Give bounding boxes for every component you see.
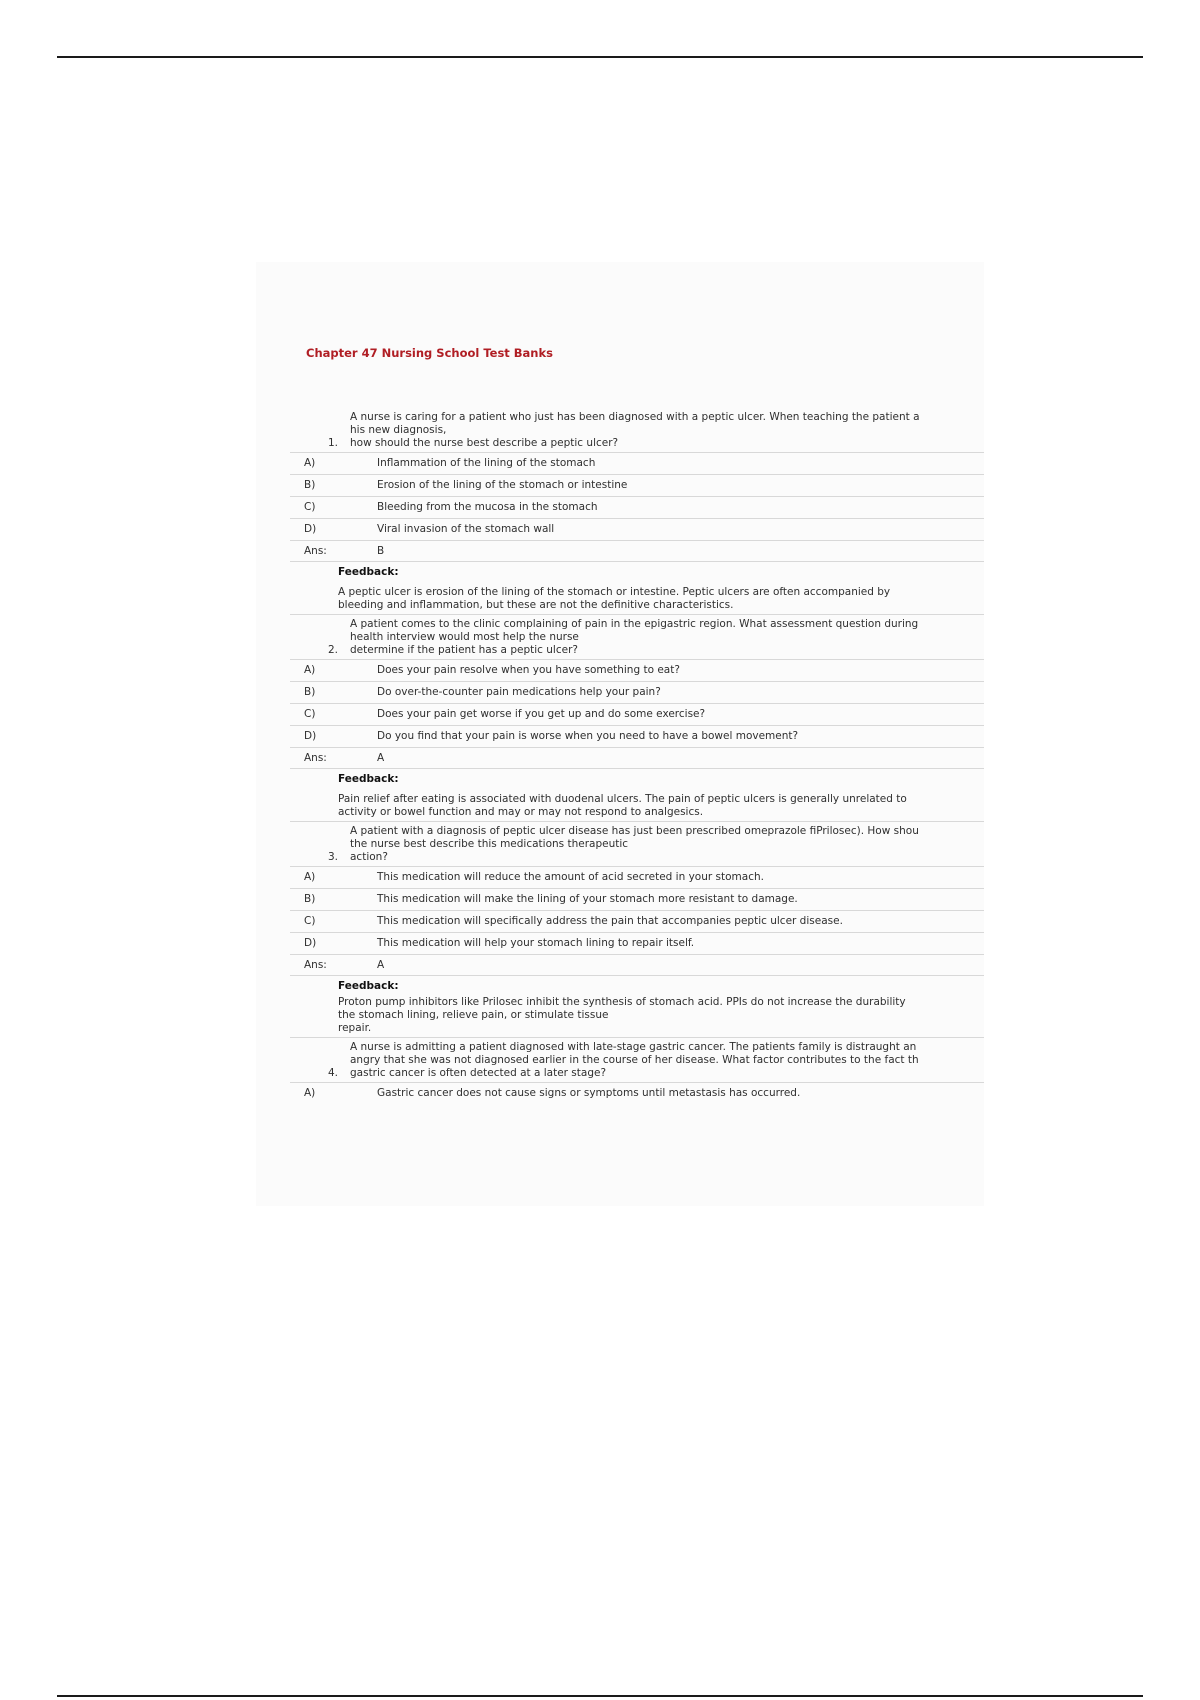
option-letter: A) [304, 663, 316, 676]
question-stem: A nurse is admitting a patient diagnosed with late-stage gastric cancer. The patients family is distraught an angry that she was not diagnosed earlier in the course of her disease. What factor contributes to the fact th gastric cancer is often detected at a later stage? [350, 1041, 919, 1079]
question-2-row [290, 615, 984, 660]
question-3-row [290, 822, 984, 867]
option-letter: A) [304, 456, 316, 469]
feedback-label: Feedback: [338, 772, 399, 785]
answer-label: Ans: [304, 751, 327, 764]
top-rule [57, 56, 1143, 58]
option-letter: B) [304, 685, 316, 698]
option-row [290, 911, 984, 933]
option-row [290, 867, 984, 889]
question-number: 1. [327, 437, 338, 449]
option-letter: A) [304, 1086, 316, 1099]
question-number: 4. [327, 1067, 338, 1079]
option-letter: B) [304, 892, 316, 905]
option-letter: B) [304, 478, 316, 491]
option-row [290, 497, 984, 519]
document-title: Chapter 47 Nursing School Test Banks [306, 346, 553, 360]
option-row [290, 1083, 984, 1104]
feedback-row [290, 582, 984, 615]
question-number: 3. [327, 851, 338, 863]
answer-label: Ans: [304, 544, 327, 557]
option-letter: D) [304, 936, 317, 949]
answer-value: A [377, 751, 385, 764]
option-row [290, 475, 984, 497]
answer-row [290, 748, 984, 769]
feedback-heading-row [290, 562, 984, 582]
question-table [290, 408, 984, 1104]
feedback-label: Feedback: [338, 979, 399, 992]
feedback-text: Proton pump inhibitors like Prilosec inhibit the synthesis of stomach acid. PPIs do not increase the durability the stomach lining, relieve pain, or stimulate tissue repair. [338, 996, 906, 1034]
option-text: This medication will help your stomach lining to repair itself. [377, 936, 695, 949]
feedback-text: A peptic ulcer is erosion of the lining of the stomach or intestine. Peptic ulcers are often accompanied by bleeding and inflammation, but these are not the definitive characteristics. [338, 586, 891, 611]
answer-row [290, 541, 984, 562]
option-text: Do you find that your pain is worse when you need to have a bowel movement? [377, 729, 799, 742]
answer-value: A [377, 958, 385, 971]
option-row [290, 933, 984, 955]
option-text: Does your pain resolve when you have something to eat? [377, 663, 680, 676]
option-text: Does your pain get worse if you get up and do some exercise? [377, 707, 706, 720]
option-text: This medication will make the lining of your stomach more resistant to damage. [377, 892, 798, 905]
feedback-label: Feedback: [338, 565, 399, 578]
question-stem: A patient with a diagnosis of peptic ulcer disease has just been prescribed omeprazole fiPrilosec). How shou the nurse best describe this medications therapeutic action? [350, 825, 919, 863]
question-stem: A nurse is caring for a patient who just has been diagnosed with a peptic ulcer. When teaching the patient a his new diagnosis, how should the nurse best describe a peptic ulcer? [350, 411, 920, 449]
answer-row [290, 955, 984, 976]
option-text: Erosion of the lining of the stomach or intestine [377, 478, 628, 491]
option-text: This medication will specifically address the pain that accompanies peptic ulcer disease. [377, 914, 843, 927]
option-row [290, 704, 984, 726]
question-4-row [290, 1038, 984, 1083]
option-letter: C) [304, 707, 316, 720]
answer-value: B [377, 544, 385, 557]
option-row [290, 682, 984, 704]
option-letter: D) [304, 522, 317, 535]
feedback-row [290, 996, 984, 1038]
option-text: Do over-the-counter pain medications help your pain? [377, 685, 661, 698]
option-row [290, 453, 984, 475]
option-row [290, 660, 984, 682]
option-text: Bleeding from the mucosa in the stomach [377, 500, 598, 513]
option-row [290, 889, 984, 911]
question-stem: A patient comes to the clinic complaining of pain in the epigastric region. What assessment question during health interview would most help the nurse determine if the patient has a peptic ulcer? [350, 618, 919, 656]
question-1-row [290, 408, 984, 453]
option-text: Viral invasion of the stomach wall [377, 522, 555, 535]
option-text: This medication will reduce the amount of acid secreted in your stomach. [377, 870, 764, 883]
option-text: Inflammation of the lining of the stomach [377, 456, 596, 469]
feedback-row [290, 789, 984, 822]
option-row [290, 519, 984, 541]
option-letter: C) [304, 500, 316, 513]
option-row [290, 726, 984, 748]
question-number: 2. [327, 644, 338, 656]
option-letter: D) [304, 729, 317, 742]
feedback-text: Pain relief after eating is associated with duodenal ulcers. The pain of peptic ulcers is generally unrelated to activity or bowel function and may or may not respond to analgesics. [338, 793, 907, 818]
option-text: Gastric cancer does not cause signs or symptoms until metastasis has occurred. [377, 1086, 801, 1099]
option-letter: A) [304, 870, 316, 883]
option-letter: C) [304, 914, 316, 927]
bottom-rule [57, 1695, 1143, 1697]
feedback-heading-row [290, 769, 984, 789]
feedback-heading-row [290, 976, 984, 996]
answer-label: Ans: [304, 958, 327, 971]
document-page [256, 262, 984, 1206]
